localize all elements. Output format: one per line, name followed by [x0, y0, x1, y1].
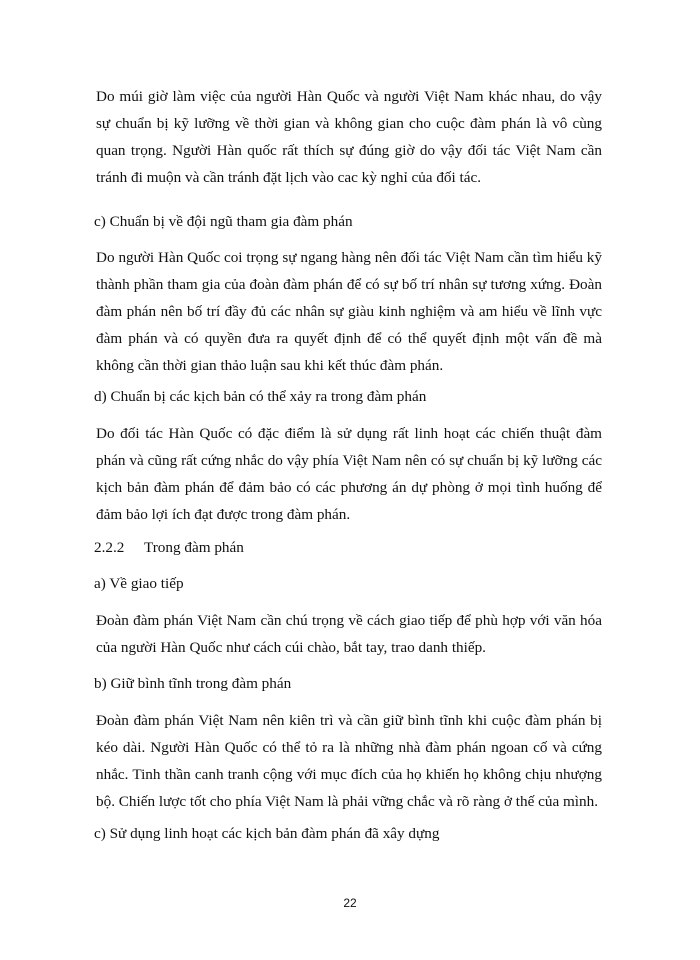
heading-scenario-preparation: d) Chuẩn bị các kịch bản có thể xảy ra trong đàm phán — [94, 388, 427, 405]
heading-communication: a) Về giao tiếp — [94, 575, 184, 592]
paragraph-scenario-preparation: Do đối tác Hàn Quốc có đặc điểm là sử dụng rất linh hoạt các chiến thuật đàm phán và cũng rất cứng nhắc do vậy phía Việt Nam nên có sự chuẩn bị kỹ lưỡng các kịch bản đàm phán để đảm bảo có các phương án dự phòng ở mọi tình huống để đảm bảo lợi ích đạt được trong đàm phán. — [96, 425, 602, 523]
section-title: Trong đàm phán — [144, 539, 244, 556]
paragraph-keep-calm: Đoàn đàm phán Việt Nam nên kiên trì và cần giữ bình tĩnh khi cuộc đàm phán bị kéo dài. Người Hàn Quốc có thể tỏ ra là những nhà đàm phán ngoan cố và cứng nhắc. Tinh thần canh tranh cộng với mục đích của họ khiến họ không chịu nhượng bộ. Chiến lược tốt cho phía Việt Nam là phải vững chắc và rõ ràng ở thế của mình. — [96, 712, 602, 810]
section-number: 2.2.2 — [94, 539, 125, 556]
heading-flexible-scenarios: c) Sử dụng linh hoạt các kịch bản đàm phán đã xây dựng — [94, 825, 440, 842]
paragraph-time-space: Do múi giờ làm việc của người Hàn Quốc và người Việt Nam khác nhau, do vậy sự chuẩn bị kỹ lưỡng về thời gian và không gian cho cuộc đàm phán là vô cùng quan trọng. Người Hàn quốc rất thích sự đúng giờ do vậy đối tác Việt Nam cần tránh đi muộn và cần tránh đặt lịch vào cac kỳ nghỉ của đối tác. — [96, 88, 602, 186]
paragraph-communication: Đoàn đàm phán Việt Nam cần chú trọng về cách giao tiếp để phù hợp với văn hóa của người Hàn Quốc như cách cúi chào, bắt tay, trao danh thiếp. — [96, 612, 602, 656]
heading-keep-calm: b) Giữ bình tĩnh trong đàm phán — [94, 675, 292, 692]
paragraph-team-preparation: Do người Hàn Quốc coi trọng sự ngang hàng nên đối tác Việt Nam cần tìm hiểu kỹ thành phần tham gia của đoàn đàm phán để có sự bố trí nhân sự tương xứng. Đoàn đàm phán nên bố trí đầy đủ các nhân sự giàu kinh nghiệm và am hiểu về lĩnh vực đàm phán và có quyền đưa ra quyết định để có thể quyết định một vấn đề mà không cần thời gian thảo luận sau khi kết thúc đàm phán. — [96, 249, 602, 374]
heading-team-preparation: c) Chuẩn bị về đội ngũ tham gia đàm phán — [94, 213, 353, 230]
page-number: 22 — [343, 896, 357, 910]
section-heading — [94, 534, 614, 561]
